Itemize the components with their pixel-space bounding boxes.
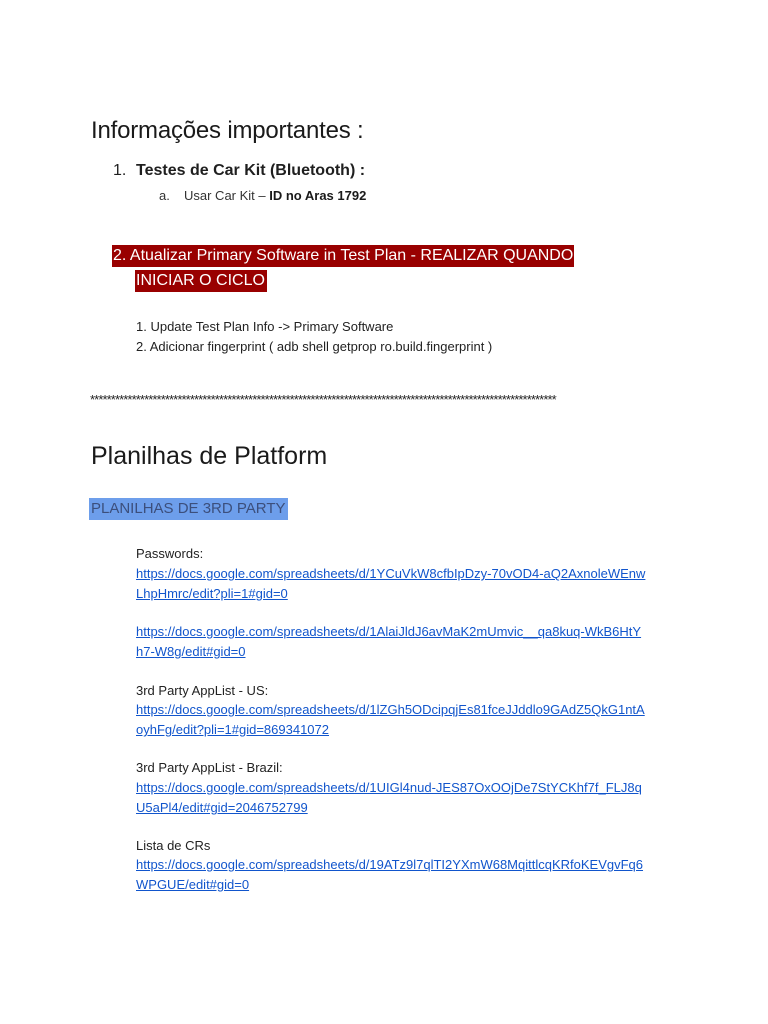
- asterisk-separator: ****************************************************************************************************************: [90, 392, 556, 407]
- sub-item-a-bold: ID no Aras 1792: [269, 188, 367, 203]
- heading-planilhas-de-platform: Planilhas de Platform: [91, 442, 328, 470]
- sub-item-a-plain: Usar Car Kit –: [184, 188, 270, 203]
- list-item-1-number: 1.: [113, 162, 127, 179]
- step-2: 2. Adicionar fingerprint ( adb shell getprop ro.build.fingerprint ): [136, 339, 493, 354]
- applist-us-label: 3rd Party AppList - US:: [136, 683, 269, 698]
- passwords-link-2-line1[interactable]: https://docs.google.com/spreadsheets/d/1AlaiJldJ6avMaK2mUmvic__qa8kuq-WkB6HtY: [136, 624, 642, 639]
- passwords-link-1-line2[interactable]: LhpHmrc/edit?pli=1#gid=0: [136, 586, 288, 601]
- step-1: 1. Update Test Plan Info -> Primary Software: [136, 319, 394, 334]
- applist-us-link-line2[interactable]: oyhFg/edit?pli=1#gid=869341072: [136, 722, 330, 737]
- lista-de-crs-link-line2[interactable]: WPGUE/edit#gid=0: [136, 877, 250, 892]
- sub-item-a-text: [184, 188, 366, 203]
- heading-informacoes-importantes: Informações importantes :: [91, 117, 364, 144]
- list-item-1-text: Testes de Car Kit (Bluetooth) :: [136, 162, 366, 179]
- lista-de-crs-link-line1[interactable]: https://docs.google.com/spreadsheets/d/19ATz9l7qlTI2YXmW68MqittlcqKRfoKEVgvFq6: [136, 857, 644, 872]
- passwords-link-2-line2[interactable]: h7-W8g/edit#gid=0: [136, 644, 246, 659]
- list-item-2-highlight-line2: INICIAR O CICLO: [135, 270, 267, 292]
- applist-brazil-link-line1[interactable]: https://docs.google.com/spreadsheets/d/1UIGl4nud-JES87OxOOjDe7StYCKhf7f_FLJ8q: [136, 780, 642, 795]
- sub-item-a-marker: a.: [159, 188, 170, 203]
- lista-de-crs-label: Lista de CRs: [136, 838, 211, 853]
- passwords-label: Passwords:: [136, 546, 204, 561]
- applist-brazil-label: 3rd Party AppList - Brazil:: [136, 760, 283, 775]
- applist-brazil-link-line2[interactable]: U5aPl4/edit#gid=2046752799: [136, 800, 308, 815]
- applist-us-link-line1[interactable]: https://docs.google.com/spreadsheets/d/1lZGh5ODcipqjEs81fceJJddlo9GAdZ5QkG1ntA: [136, 702, 645, 717]
- passwords-link-1-line1[interactable]: https://docs.google.com/spreadsheets/d/1YCuVkW8cfbIpDzy-70vOD4-aQ2AxnoleWEnw: [136, 566, 646, 581]
- heading-planilhas-3rd-party: PLANILHAS DE 3RD PARTY: [89, 498, 288, 520]
- list-item-2-highlight-line1: 2. Atualizar Primary Software in Test Plan - REALIZAR QUANDO: [112, 245, 574, 267]
